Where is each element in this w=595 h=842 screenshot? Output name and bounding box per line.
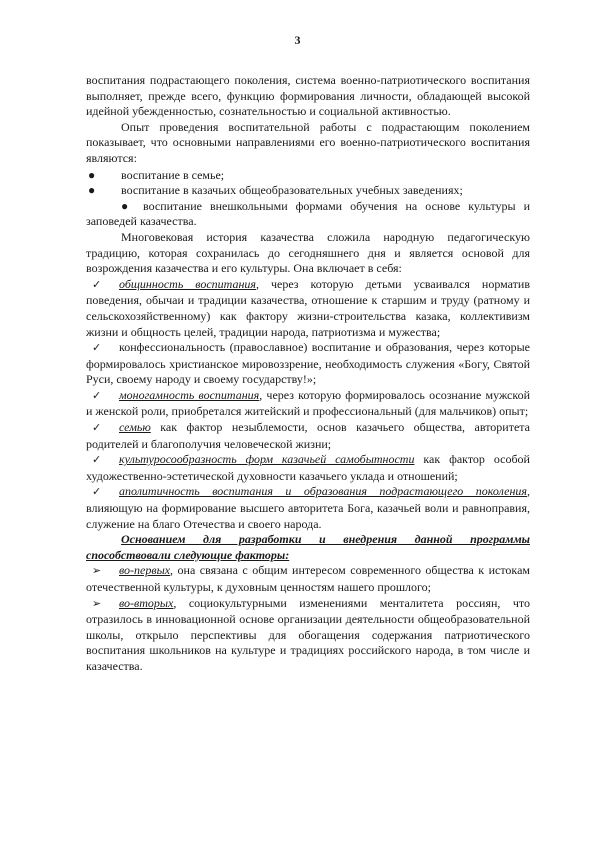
arrow-icon: ➢ xyxy=(92,565,102,578)
checkmark-icon: ✓ xyxy=(92,389,102,402)
list-item-emphasis: во-первых xyxy=(119,563,171,578)
list-item-text: , социокультурными изменениями менталитета россиян, что отразилось в инновационной основе организации деятельности общеобразовательной школы, открыло перспективы для обогащения содержания патриотического воспитания школьников на культуре и традициях российского народа, в том числе и казачества. xyxy=(86,595,530,673)
arrow-icon: ➢ xyxy=(92,597,102,610)
emphasis-heading: Основанием для разработки и внедрения данной программы способствовали следующие факторы: xyxy=(86,532,530,562)
bullet-icon: ● xyxy=(88,167,96,182)
list-item xyxy=(86,277,530,340)
list-item xyxy=(86,168,530,184)
bullet-list-directions xyxy=(86,168,530,230)
checkmark-icon: ✓ xyxy=(92,454,102,467)
page-content xyxy=(86,73,530,675)
list-item xyxy=(86,340,530,388)
paragraph-1: воспитания подрастающего поколения, система военно-патриотического воспитания выполняет, прежде всего, функцию формирования личности, обладающей высокой идейной убежденностью, сознательностью и социальной активностью. xyxy=(86,73,530,119)
list-item-text: воспитание внешкольными формами обучения на основе культуры и заповедей казачества. xyxy=(86,198,530,229)
checkmark-icon: ✓ xyxy=(92,342,102,355)
list-item xyxy=(86,596,530,675)
list-item xyxy=(86,484,530,532)
list-item-emphasis: семью xyxy=(119,420,151,435)
page-number: 3 xyxy=(294,33,301,47)
list-item-emphasis: моногамность воспитания xyxy=(119,387,260,402)
list-item-text: , влияющую на формирование высшего авторитета Бога, казачьей воли и равноправия, служение на благо Отечества и своего народа. xyxy=(86,484,530,531)
list-item-emphasis: во-вторых xyxy=(119,595,174,610)
list-item-emphasis: культуросообразность форм казачьей самобытности xyxy=(119,452,415,467)
list-item-text: как фактор особой художественно-эстетической духовности казачьего уклада и отношений; xyxy=(86,452,530,483)
list-item-text: конфессиональность (православное) воспитание и образования, через которые формировалось христианское мировоззрение, необходимость служения «Богу, Святой Руси, своему народу и своему государству!»; xyxy=(86,340,530,387)
list-item xyxy=(86,452,530,484)
list-item xyxy=(86,388,530,420)
list-item xyxy=(86,183,530,199)
list-item-text: , она связана с общим интересом современного общества к истокам отечественной культуры, к духовным ценностям нашего прошлого; xyxy=(86,563,530,594)
bullet-icon: ● xyxy=(88,183,96,198)
checkmark-icon: ✓ xyxy=(92,422,102,435)
list-item-text: , через которую детьми усваивался норматив поведения, обычаи и традиции казачества, отношение к старшим и труду (ратному и сельскохозяйственному) как фактору жизни-строительства казака, коллективизм жизни и общность целей, традиции народа, патриотизма и мужества; xyxy=(86,276,531,339)
paragraph-4-heading xyxy=(86,532,530,563)
paragraph-3: Многовековая история казачества сложила народную педагогическую традицию, которая сохранилась до сегодняшнего дня и является основой для возрождения казачества и его культуры. Она включает в себя: xyxy=(86,229,530,276)
list-item-emphasis: общинность воспитания xyxy=(119,276,256,291)
list-item xyxy=(86,420,530,452)
list-item-emphasis: аполитичность воспитания и образования подрастающего поколения xyxy=(119,484,527,499)
arrow-list-factors xyxy=(86,563,530,674)
list-item-text: как фактор незыблемости, основ казачьего общества, авторитета родителей и благополучия человеческой жизни; xyxy=(86,420,530,451)
checkmark-icon: ✓ xyxy=(92,278,102,291)
checkmark-icon: ✓ xyxy=(92,486,102,499)
list-item-text: воспитание в казачьих общеобразовательных учебных заведениях; xyxy=(121,183,463,198)
list-item-text: , через которую формировалось осознание мужской и женской роли, приобретался житейский и профессиональный (для мальчиков) опыт; xyxy=(86,387,530,419)
list-item-text: воспитание в семье; xyxy=(121,167,225,182)
paragraph-2: Опыт проведения воспитательной работы с подрастающим поколением показывает, что основными направлениями его военно-патриотического воспитания являются: xyxy=(86,119,530,165)
check-list-traditions xyxy=(86,277,530,533)
list-item xyxy=(86,563,530,595)
list-item xyxy=(86,199,530,230)
bullet-icon: ● xyxy=(121,198,129,213)
